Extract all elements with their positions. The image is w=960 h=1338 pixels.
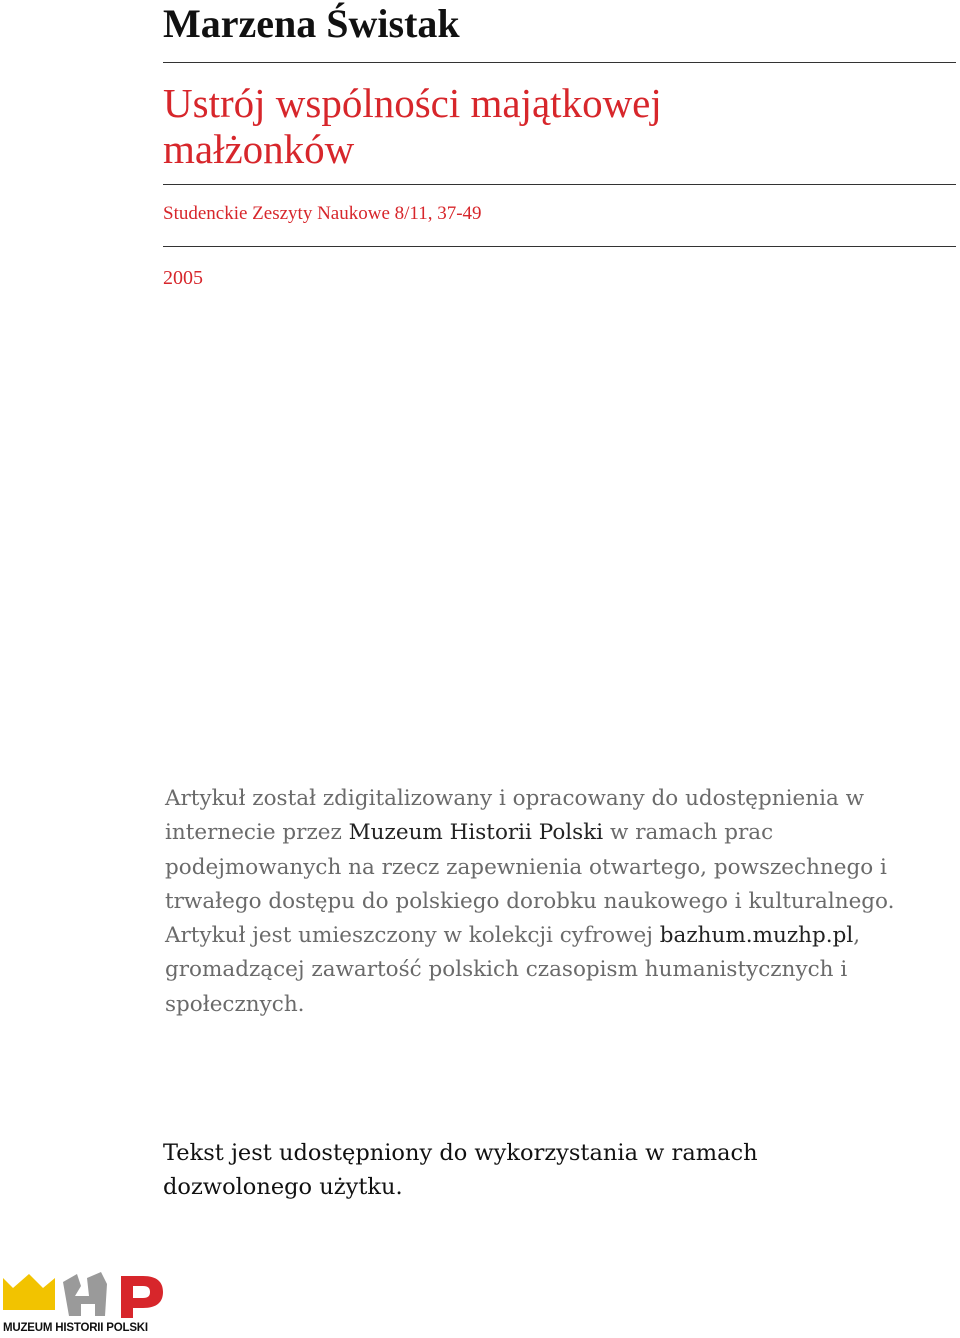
publication-year: 2005: [163, 267, 203, 289]
divider-line: [163, 62, 956, 63]
collection-link[interactable]: bazhum.muzhp.pl: [659, 923, 854, 949]
notice-text: w ramach prac podejmowanych na rzecz zapewnienia otwartego, powszechnego i trwałego dostępu do polskiego dorobku naukowego i kulturalnego. Artykuł jest umieszczony w kolekcji cyfrowej: [165, 820, 895, 949]
museum-logo: [3, 1270, 165, 1336]
notice-text: Artykuł został zdigitalizowany i opracowany do udostępnienia w internecie przez: [165, 786, 865, 846]
logo-text: MUZEUM HISTORII POLSKI: [3, 1322, 148, 1334]
divider-line: [163, 246, 956, 247]
author-name: Marzena Świstak: [163, 1, 460, 46]
source-citation: Studenckie Zeszyty Naukowe 8/11, 37-49: [163, 203, 482, 224]
digitization-notice: [165, 782, 945, 1022]
logo-gray-shape: [63, 1272, 107, 1316]
license-statement: Tekst jest udostępniony do wykorzystania w ramach dozwolonego użytku.: [163, 1140, 758, 1200]
museum-logo-mark: [3, 1270, 165, 1322]
notice-text: , gromadzącej zawartość polskich czasopism humanistycznych i społecznych.: [165, 923, 861, 1017]
divider-line: [163, 184, 956, 185]
logo-yellow-shape: [3, 1274, 55, 1310]
article-title: Ustrój wspólności majątkowej małżonków: [163, 80, 662, 172]
logo-red-shape: [121, 1276, 163, 1318]
museum-link[interactable]: Muzeum Historii Polski: [348, 820, 604, 846]
